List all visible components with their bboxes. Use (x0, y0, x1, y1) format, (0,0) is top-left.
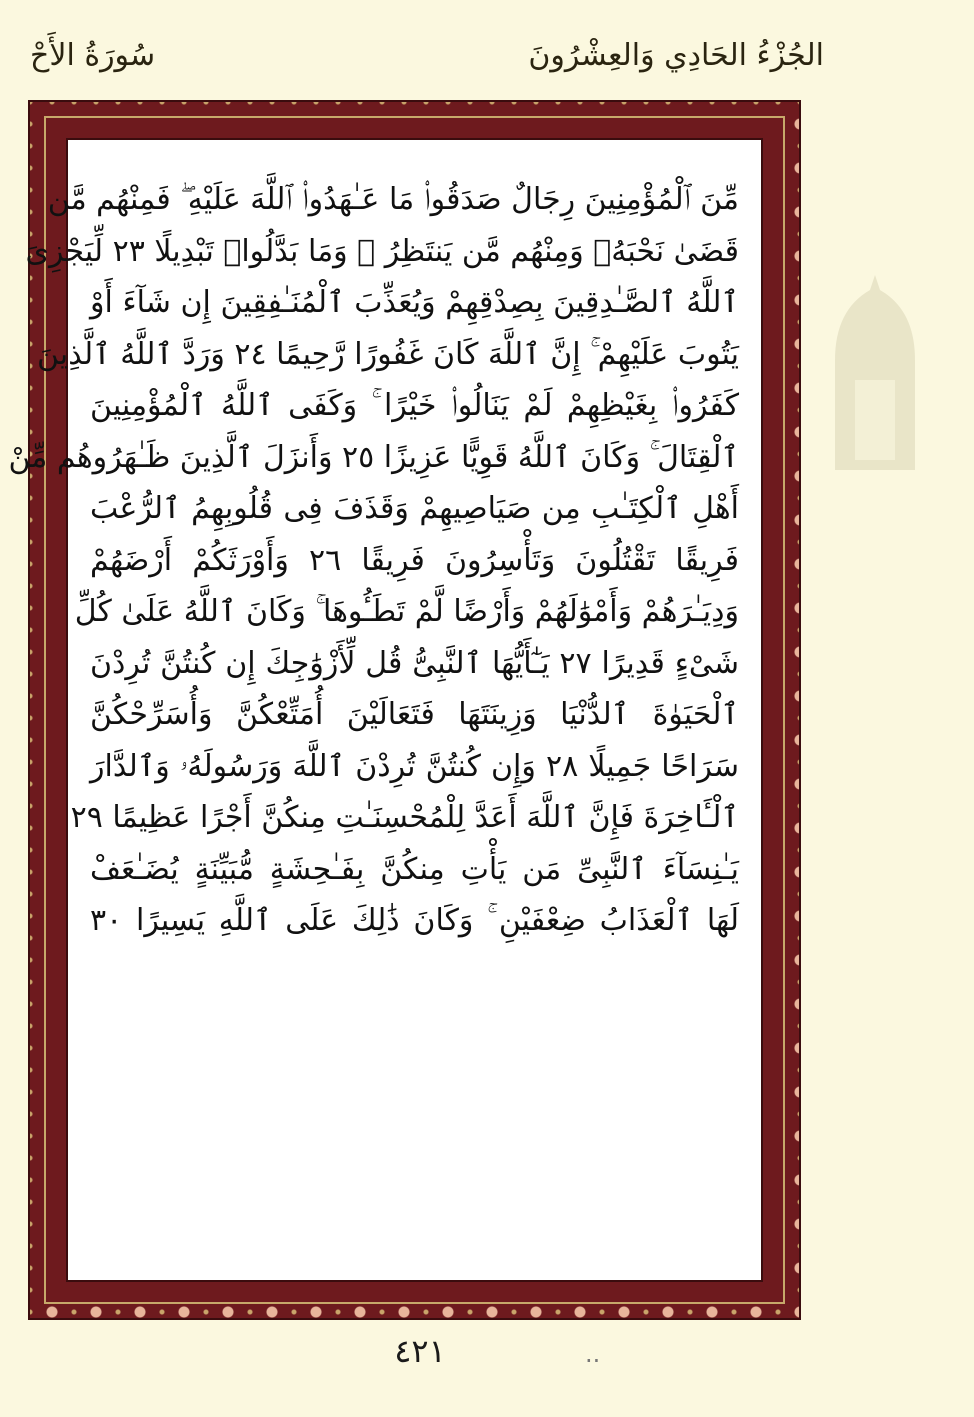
verse-line-11: ٱلْحَيَوٰةَ ٱلدُّنْيَا وَزِينَتَهَا فَتَعَالَيْنَ أُمَتِّعْكُنَّ وَأُسَرِّحْكُنَّ (90, 697, 739, 732)
verse-line-13: ٱلْـَٔاخِرَةَ فَإِنَّ ٱللَّهَ أَعَدَّ لِلْمُحْسِنَـٰتِ مِنكُنَّ أَجْرًا عَظِيمًا ٢٩ (70, 800, 739, 835)
bottom-marks: .. (585, 1340, 601, 1368)
verse-line-8: فَرِيقًا تَقْتُلُونَ وَتَأْسِرُونَ فَرِيقًا ٢٦ وَأَوْرَثَكُمْ أَرْضَهُمْ (90, 542, 739, 578)
frame-inner-border (8, 116, 785, 1304)
surah-header: سُورَةُ الأَحْ (30, 38, 156, 73)
verse-line-12: سَرَاحًا جَمِيلًا ٢٨ وَإِن كُنتُنَّ تُرِدْنَ ٱللَّهَ وَرَسُولَهُۥ وَٱلدَّارَ (90, 748, 740, 784)
verse-line-10: شَىْءٍ قَدِيرًا ٢٧ يَـٰٓأَيُّهَا ٱلنَّبِىُّ قُل لِّأَزْوَٰجِكَ إِن كُنتُنَّ تُرِدْنَ (90, 645, 739, 681)
verse-line-15: لَهَا ٱلْعَذَابُ ضِعْفَيْنِ ۚ وَكَانَ ذَٰلِكَ عَلَى ٱللَّهِ يَسِيرًا ٣٠ (90, 903, 739, 938)
verse-line-4: يَتُوبَ عَلَيْهِمْ ۚ إِنَّ ٱللَّهَ كَانَ غَفُورًا رَّحِيمًا ٢٤ وَرَدَّ ٱللَّهُ ٱلَّذِينَ (37, 336, 739, 372)
verse-line-5: كَفَرُوا۟ بِغَيْظِهِمْ لَمْ يَنَالُوا۟ خَيْرًا ۚ وَكَفَى ٱللَّهُ ٱلْمُؤْمِنِينَ (90, 388, 739, 423)
juz-header: الجُزْءُ الحَادِي وَالعِشْرُونَ (528, 38, 824, 73)
verse-line-3: ٱللَّهُ ٱلصَّـٰدِقِينَ بِصِدْقِهِمْ وَيُعَذِّبَ ٱلْمُنَـٰفِقِينَ إِن شَآءَ أَوْ (90, 285, 739, 320)
verse-line-9: وَدِيَـٰرَهُمْ وَأَمْوَٰلَهُمْ وَأَرْضًا لَّمْ تَطَـُٔوهَا ۚ وَكَانَ ٱللَّهُ عَلَىٰ كُلِّ (74, 594, 739, 629)
verse-line-6: ٱلْقِتَالَ ۚ وَكَانَ ٱللَّهُ قَوِيًّا عَزِيزًا ٢٥ وَأَنزَلَ ٱلَّذِينَ ظَـٰهَرُوهُم مِّنْ (8, 439, 739, 475)
verse-line-7: أَهْلِ ٱلْكِتَـٰبِ مِن صَيَاصِيهِمْ وَقَذَفَ فِى قُلُوبِهِمُ ٱلرُّعْبَ (90, 491, 739, 526)
margin-mosque-watermark-icon (820, 270, 930, 480)
verse-line-2: قَضَىٰ نَحْبَهُۥ وَمِنْهُم مَّن يَنتَظِرُ ۖ وَمَا بَدَّلُوا۟ تَبْدِيلًا ٢٣ لِّيَجْزِىَ (25, 233, 739, 269)
page-number: ٤٢١ (394, 1332, 446, 1370)
verse-line-14: يَـٰنِسَآءَ ٱلنَّبِىِّ مَن يَأْتِ مِنكُنَّ بِفَـٰحِشَةٍ مُّبَيِّنَةٍ يُضَـٰعَفْ (90, 851, 739, 887)
ornamental-frame (8, 100, 801, 1320)
verse-line-1: مِّنَ ٱلْمُؤْمِنِينَ رِجَالٌ صَدَقُوا۟ مَا عَـٰهَدُوا۟ ٱللَّهَ عَلَيْهِ ۖ فَمِنْهُم مَّن (47, 182, 739, 217)
quran-text-panel (8, 138, 763, 1282)
